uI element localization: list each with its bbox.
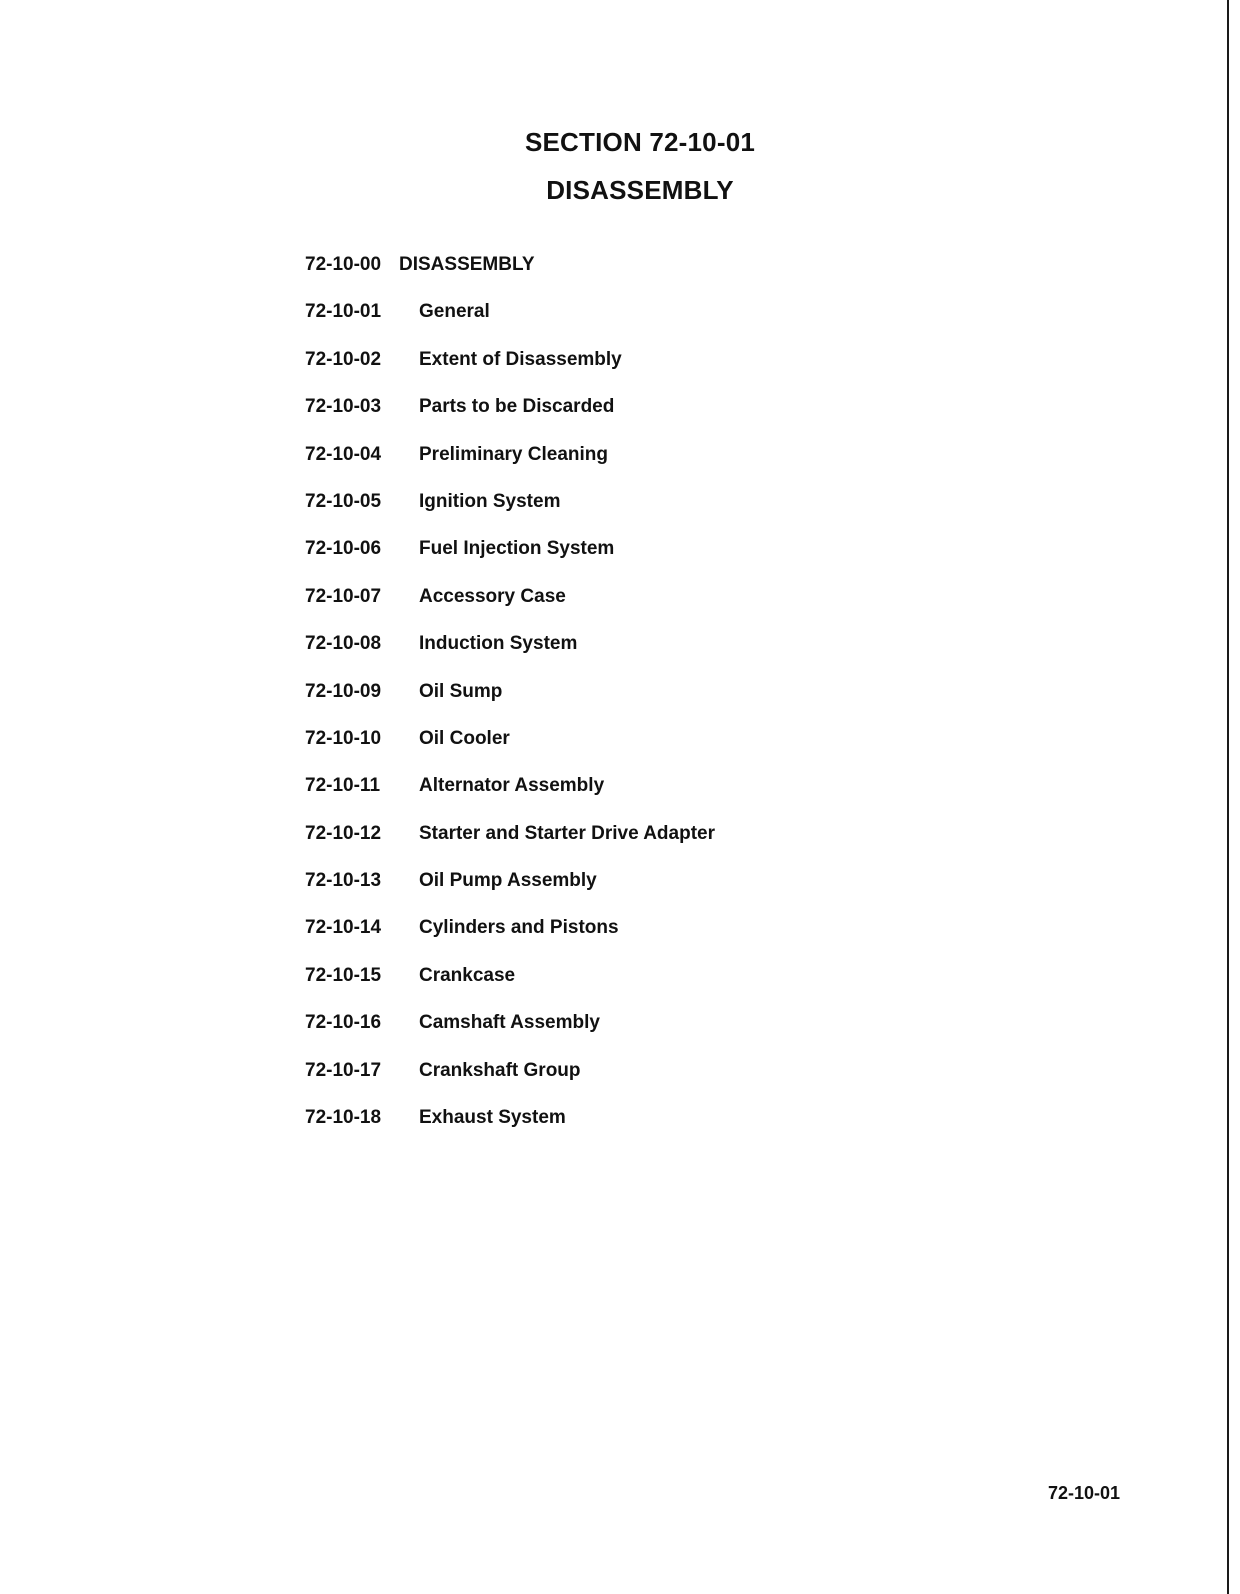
- toc-title: Exhaust System: [419, 1107, 566, 1129]
- toc-title: Camshaft Assembly: [419, 1012, 600, 1034]
- toc-code: 72-10-05: [305, 490, 382, 512]
- toc-title: Oil Sump: [419, 680, 503, 702]
- toc-code: 72-10-13: [305, 870, 382, 892]
- toc-title: Crankshaft Group: [419, 1059, 581, 1081]
- toc-code: 72-10-18: [305, 1107, 382, 1129]
- toc-title: General: [419, 301, 490, 323]
- toc-title: Oil Pump Assembly: [419, 870, 597, 892]
- toc-code: 72-10-16: [305, 1012, 382, 1034]
- toc-entry: [305, 1107, 715, 1154]
- section-title: SECTION 72-10-01: [524, 127, 756, 157]
- toc-code: 72-10-06: [305, 538, 382, 560]
- toc-code: 72-10-07: [305, 585, 382, 607]
- toc-title: Parts to be Discarded: [419, 396, 615, 418]
- page-number: 72-10-01: [1048, 1483, 1121, 1503]
- toc-header-row: [305, 254, 715, 301]
- toc-title: Accessory Case: [419, 585, 566, 607]
- toc-entry: [305, 491, 715, 538]
- toc-title: Induction System: [419, 633, 578, 655]
- toc-title: Ignition System: [419, 490, 561, 512]
- toc-entry: [305, 396, 715, 443]
- toc-code: 72-10-00: [305, 254, 382, 275]
- toc-code: 72-10-09: [305, 680, 382, 702]
- toc-code: 72-10-08: [305, 633, 382, 655]
- toc-entry: [305, 681, 715, 728]
- toc-entry: [305, 870, 715, 917]
- toc-title: Fuel Injection System: [419, 538, 615, 560]
- toc-entry: [305, 444, 715, 491]
- toc-entry: [305, 586, 715, 633]
- toc-entry: [305, 775, 715, 822]
- toc-code: 72-10-02: [305, 348, 382, 370]
- toc-title: Crankcase: [419, 964, 516, 986]
- toc-title: Oil Cooler: [419, 727, 510, 749]
- toc-entry: [305, 1060, 715, 1107]
- page-edge-rule: [1227, 0, 1229, 1594]
- toc-entry: [305, 728, 715, 775]
- toc-entry: [305, 349, 715, 396]
- toc-code: 72-10-11: [305, 775, 381, 797]
- toc-title: Preliminary Cleaning: [419, 443, 609, 465]
- toc-entry: [305, 538, 715, 585]
- table-of-contents: [305, 254, 715, 1154]
- toc-title: Starter and Starter Drive Adapter: [419, 822, 716, 844]
- toc-code: 72-10-12: [305, 822, 382, 844]
- toc-title: Extent of Disassembly: [419, 348, 622, 370]
- toc-entry: [305, 1012, 715, 1059]
- toc-title: DISASSEMBLY: [399, 254, 535, 275]
- toc-title: Alternator Assembly: [419, 775, 605, 797]
- toc-title: Cylinders and Pistons: [419, 917, 619, 939]
- toc-code: 72-10-01: [305, 301, 382, 323]
- toc-entry: [305, 301, 715, 348]
- toc-entry: [305, 633, 715, 680]
- toc-entry: [305, 965, 715, 1012]
- toc-code: 72-10-15: [305, 964, 382, 986]
- toc-code: 72-10-14: [305, 917, 382, 939]
- section-subtitle: DISASSEMBLY: [546, 175, 734, 205]
- toc-code: 72-10-17: [305, 1059, 382, 1081]
- toc-code: 72-10-03: [305, 396, 382, 418]
- toc-code: 72-10-04: [305, 443, 382, 465]
- toc-code: 72-10-10: [305, 727, 382, 749]
- toc-entry: [305, 917, 715, 964]
- toc-entry: [305, 823, 715, 870]
